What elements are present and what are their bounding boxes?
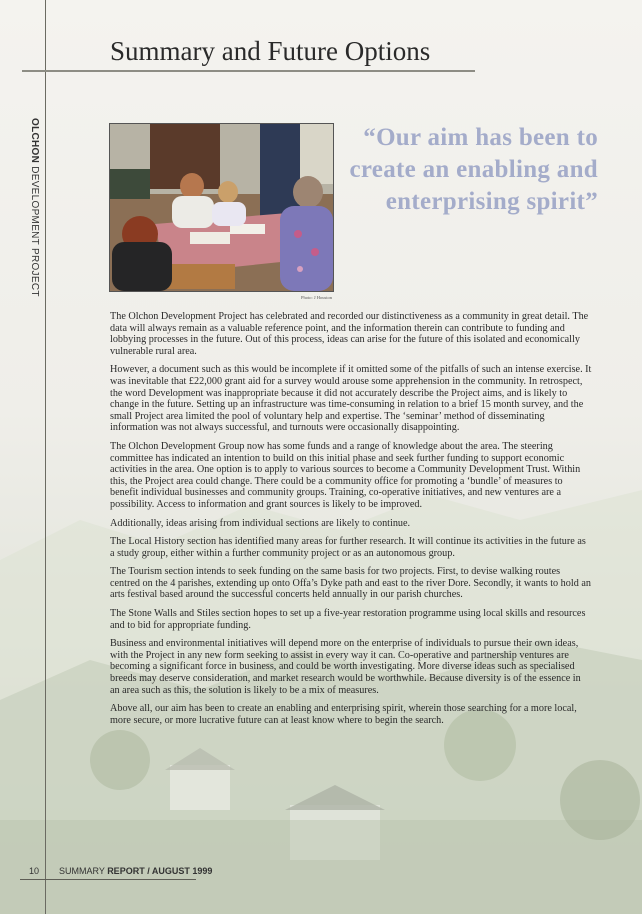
title-underline	[22, 70, 475, 72]
paragraph: The Local History section has identified many areas for further research. It will continue its activities in the future as a study group, either within a further community project or as an autonomous group.	[110, 536, 586, 559]
footer-label-bold: REPORT / AUGUST 1999	[107, 866, 213, 876]
pull-quote: “Our aim has been to create an enabling and enterprising spirit”	[349, 124, 598, 215]
paragraph: The Olchon Development Project has celebrated and recorded our distinctiveness as a community in great detail. The data will always remain as a valuable reference point, and the information therein can contribute to funding and lobbying processes in the future. Out of this process, ideas can arise for the future of this isolated and economically vulnerable rural area.	[110, 311, 589, 357]
footer-label-regular: SUMMARY	[59, 866, 108, 876]
page-number: 10	[29, 866, 40, 876]
meeting-photo	[109, 123, 334, 292]
footer-label	[59, 866, 212, 876]
footer-rule	[20, 879, 196, 880]
sidebar-project-label	[29, 118, 40, 297]
paragraph: The Stone Walls and Stiles section hopes to set up a five-year restoration programme using local skills and resources and to bid for appropriate funding.	[110, 608, 586, 631]
sidebar-project-bold: OLCHON	[29, 118, 40, 164]
paragraph: The Olchon Development Group now has some funds and a range of knowledge about the area. The steering committee has indicated an intention to build on this initial phase and seek further funding to support economic activities in the area. One option is to apply to various sources to become a Community Development Trust. Within this, the Project area could change. There could be a community office for promoting a ‘bundle’ of measures to benefit individual businesses and community groups. Training, co-operative initiatives, and new ventures are a possibility. Access to information and grant sources is likely to be improved.	[110, 440, 581, 510]
photo-credit: Photo: J Houston	[300, 295, 332, 300]
sidebar-project-rest: DEVELOPMENT PROJECT	[29, 163, 40, 297]
paragraph: The Tourism section intends to seek funding on the same basis for two projects. First, to devise walking routes centred on the 4 parishes, extending up onto Offa’s Dyke path and east to the river Dore. Secondly, it wants to hold an arts festival based around the successful concerts held annually in our parish churches.	[110, 566, 591, 601]
body-text	[110, 311, 592, 733]
page-title: Summary and Future Options	[110, 36, 431, 66]
paragraph: Business and environmental initiatives will depend more on the enterprise of individuals to pursue their own ideas, with the Project in any new form seeking to assist in every way it can. Co-operative and partnership ventures are becoming a significant force in business, and could be worth investigating. More diverse ideas such as specialised breeds may deserve consideration, and market research would be worthwhile. Because diversity is of the essence in an area such as this, the solution is likely to be a mix of measures.	[110, 638, 581, 696]
paragraph: Additionally, ideas arising from individual sections are likely to continue.	[110, 517, 411, 529]
paragraph: Above all, our aim has been to create an enabling and enterprising spirit, wherein those searching for a more local, more secure, or more lucrative future can at least know where to begin the search.	[110, 703, 577, 726]
paragraph: However, a document such as this would be incomplete if it omitted some of the pitfalls of such an intense exercise. It was inevitable that £22,000 grant aid for a survey would arouse some apprehension in the community. In retrospect, the word Development was inappropriate because it did not accurately describe the Project aims, and is likely to change in the future. Setting up an infrastructure was time-consuming in relation to a brief 15 month survey, and the small Project area limited the pool of voluntary help and expertise. The ‘seminar’ method of disseminating information was not always successful, and turnouts were occasionally disappointing.	[110, 364, 592, 434]
margin-vertical-rule	[45, 0, 46, 914]
